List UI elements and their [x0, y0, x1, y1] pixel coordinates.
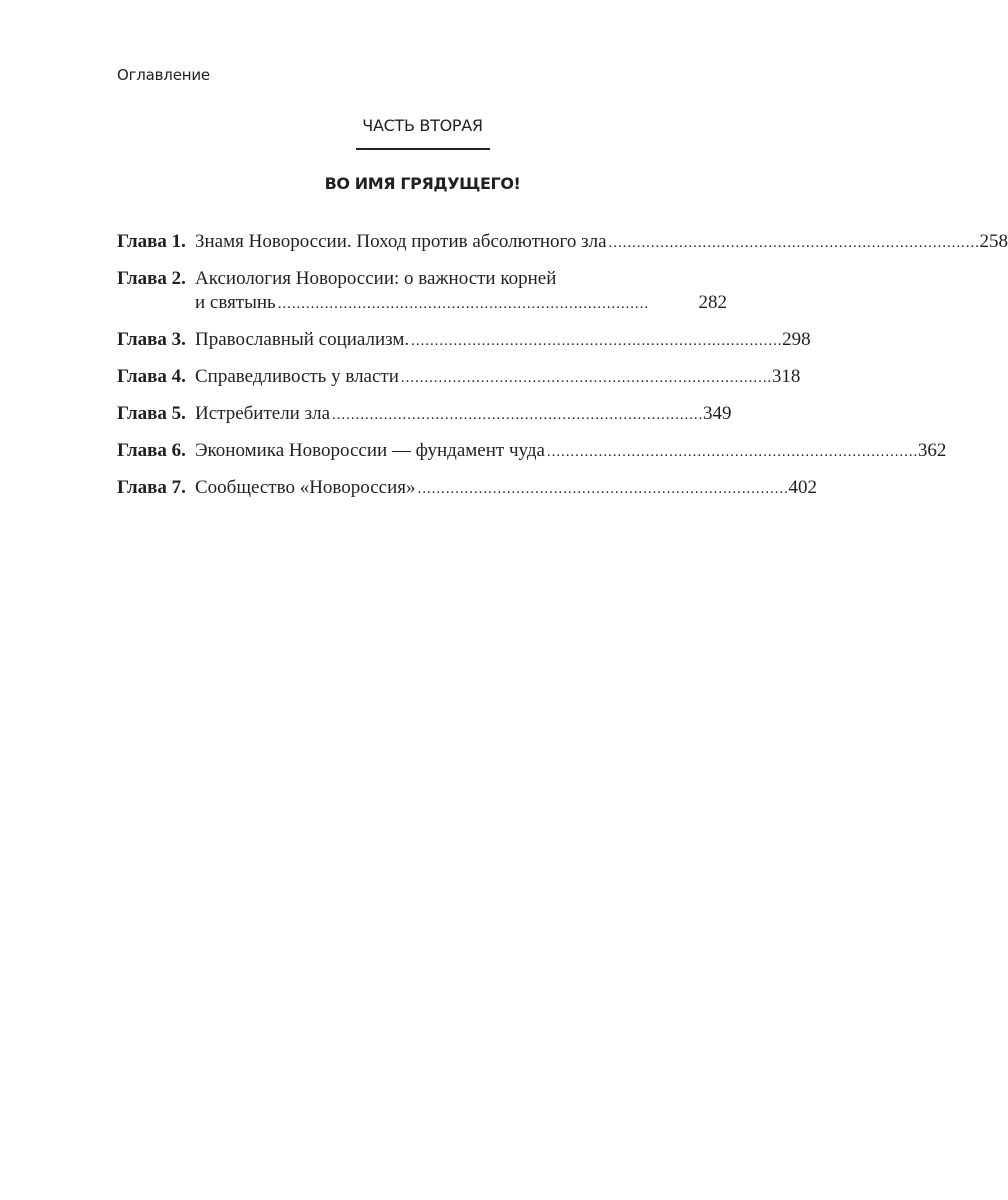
toc-chapter-label: Глава 4. — [117, 366, 186, 387]
toc-entry-chapter-1[interactable] — [117, 230, 1008, 255]
toc-leader-dots — [411, 329, 780, 353]
toc-chapter-title: Справедливость у власти — [195, 366, 399, 387]
toc-page-number: 362 — [917, 440, 947, 461]
table-of-contents — [117, 230, 1008, 513]
toc-chapter-label: Глава 5. — [117, 403, 186, 424]
toc-chapter-title-continued: и святынь — [195, 292, 276, 313]
toc-chapter-title: Сообщество «Новороссия» — [195, 477, 416, 498]
running-head: Оглавление — [117, 66, 210, 84]
toc-page-number: 318 — [771, 366, 801, 387]
toc-leader-dots — [609, 231, 978, 255]
toc-page-number: 402 — [788, 477, 817, 498]
part-title: ЧАСТЬ ВТОРАЯ — [362, 116, 483, 135]
toc-entry-chapter-7[interactable] — [117, 476, 817, 501]
toc-chapter-label: Глава 2. — [117, 268, 186, 289]
toc-leader-dots — [418, 477, 787, 501]
toc-entry-chapter-3[interactable] — [117, 328, 811, 353]
toc-chapter-title: Аксиология Новороссии: о важности корней — [195, 268, 557, 289]
toc-chapter-title: Экономика Новороссии — фундамент чуда — [195, 440, 545, 461]
toc-chapter-title: Знамя Новороссии. Поход против абсолютного зла — [195, 231, 607, 252]
toc-chapter-label: Глава 1. — [117, 231, 186, 252]
toc-entry-chapter-6[interactable] — [117, 439, 947, 464]
toc-chapter-label: Глава 3. — [117, 329, 186, 350]
toc-page-number: 282 — [698, 292, 727, 313]
part-subtitle: ВО ИМЯ ГРЯДУЩЕГО! — [324, 174, 521, 193]
toc-page-number: 258 — [979, 231, 1008, 252]
part-title-rule — [356, 148, 490, 150]
toc-entry-chapter-2[interactable] — [117, 267, 727, 316]
toc-chapter-title: Православный социализм. — [195, 329, 410, 350]
toc-leader-dots — [278, 292, 697, 316]
toc-chapter-label: Глава 6. — [117, 440, 186, 461]
toc-entry-chapter-5[interactable] — [117, 402, 732, 427]
toc-chapter-title: Истребители зла — [195, 403, 331, 424]
toc-entry-chapter-4[interactable] — [117, 365, 801, 390]
toc-page-number: 298 — [782, 329, 811, 350]
toc-leader-dots — [547, 440, 916, 464]
toc-page-number: 349 — [702, 403, 732, 424]
toc-leader-dots — [332, 403, 701, 427]
toc-chapter-label: Глава 7. — [117, 477, 186, 498]
toc-leader-dots — [401, 366, 770, 390]
